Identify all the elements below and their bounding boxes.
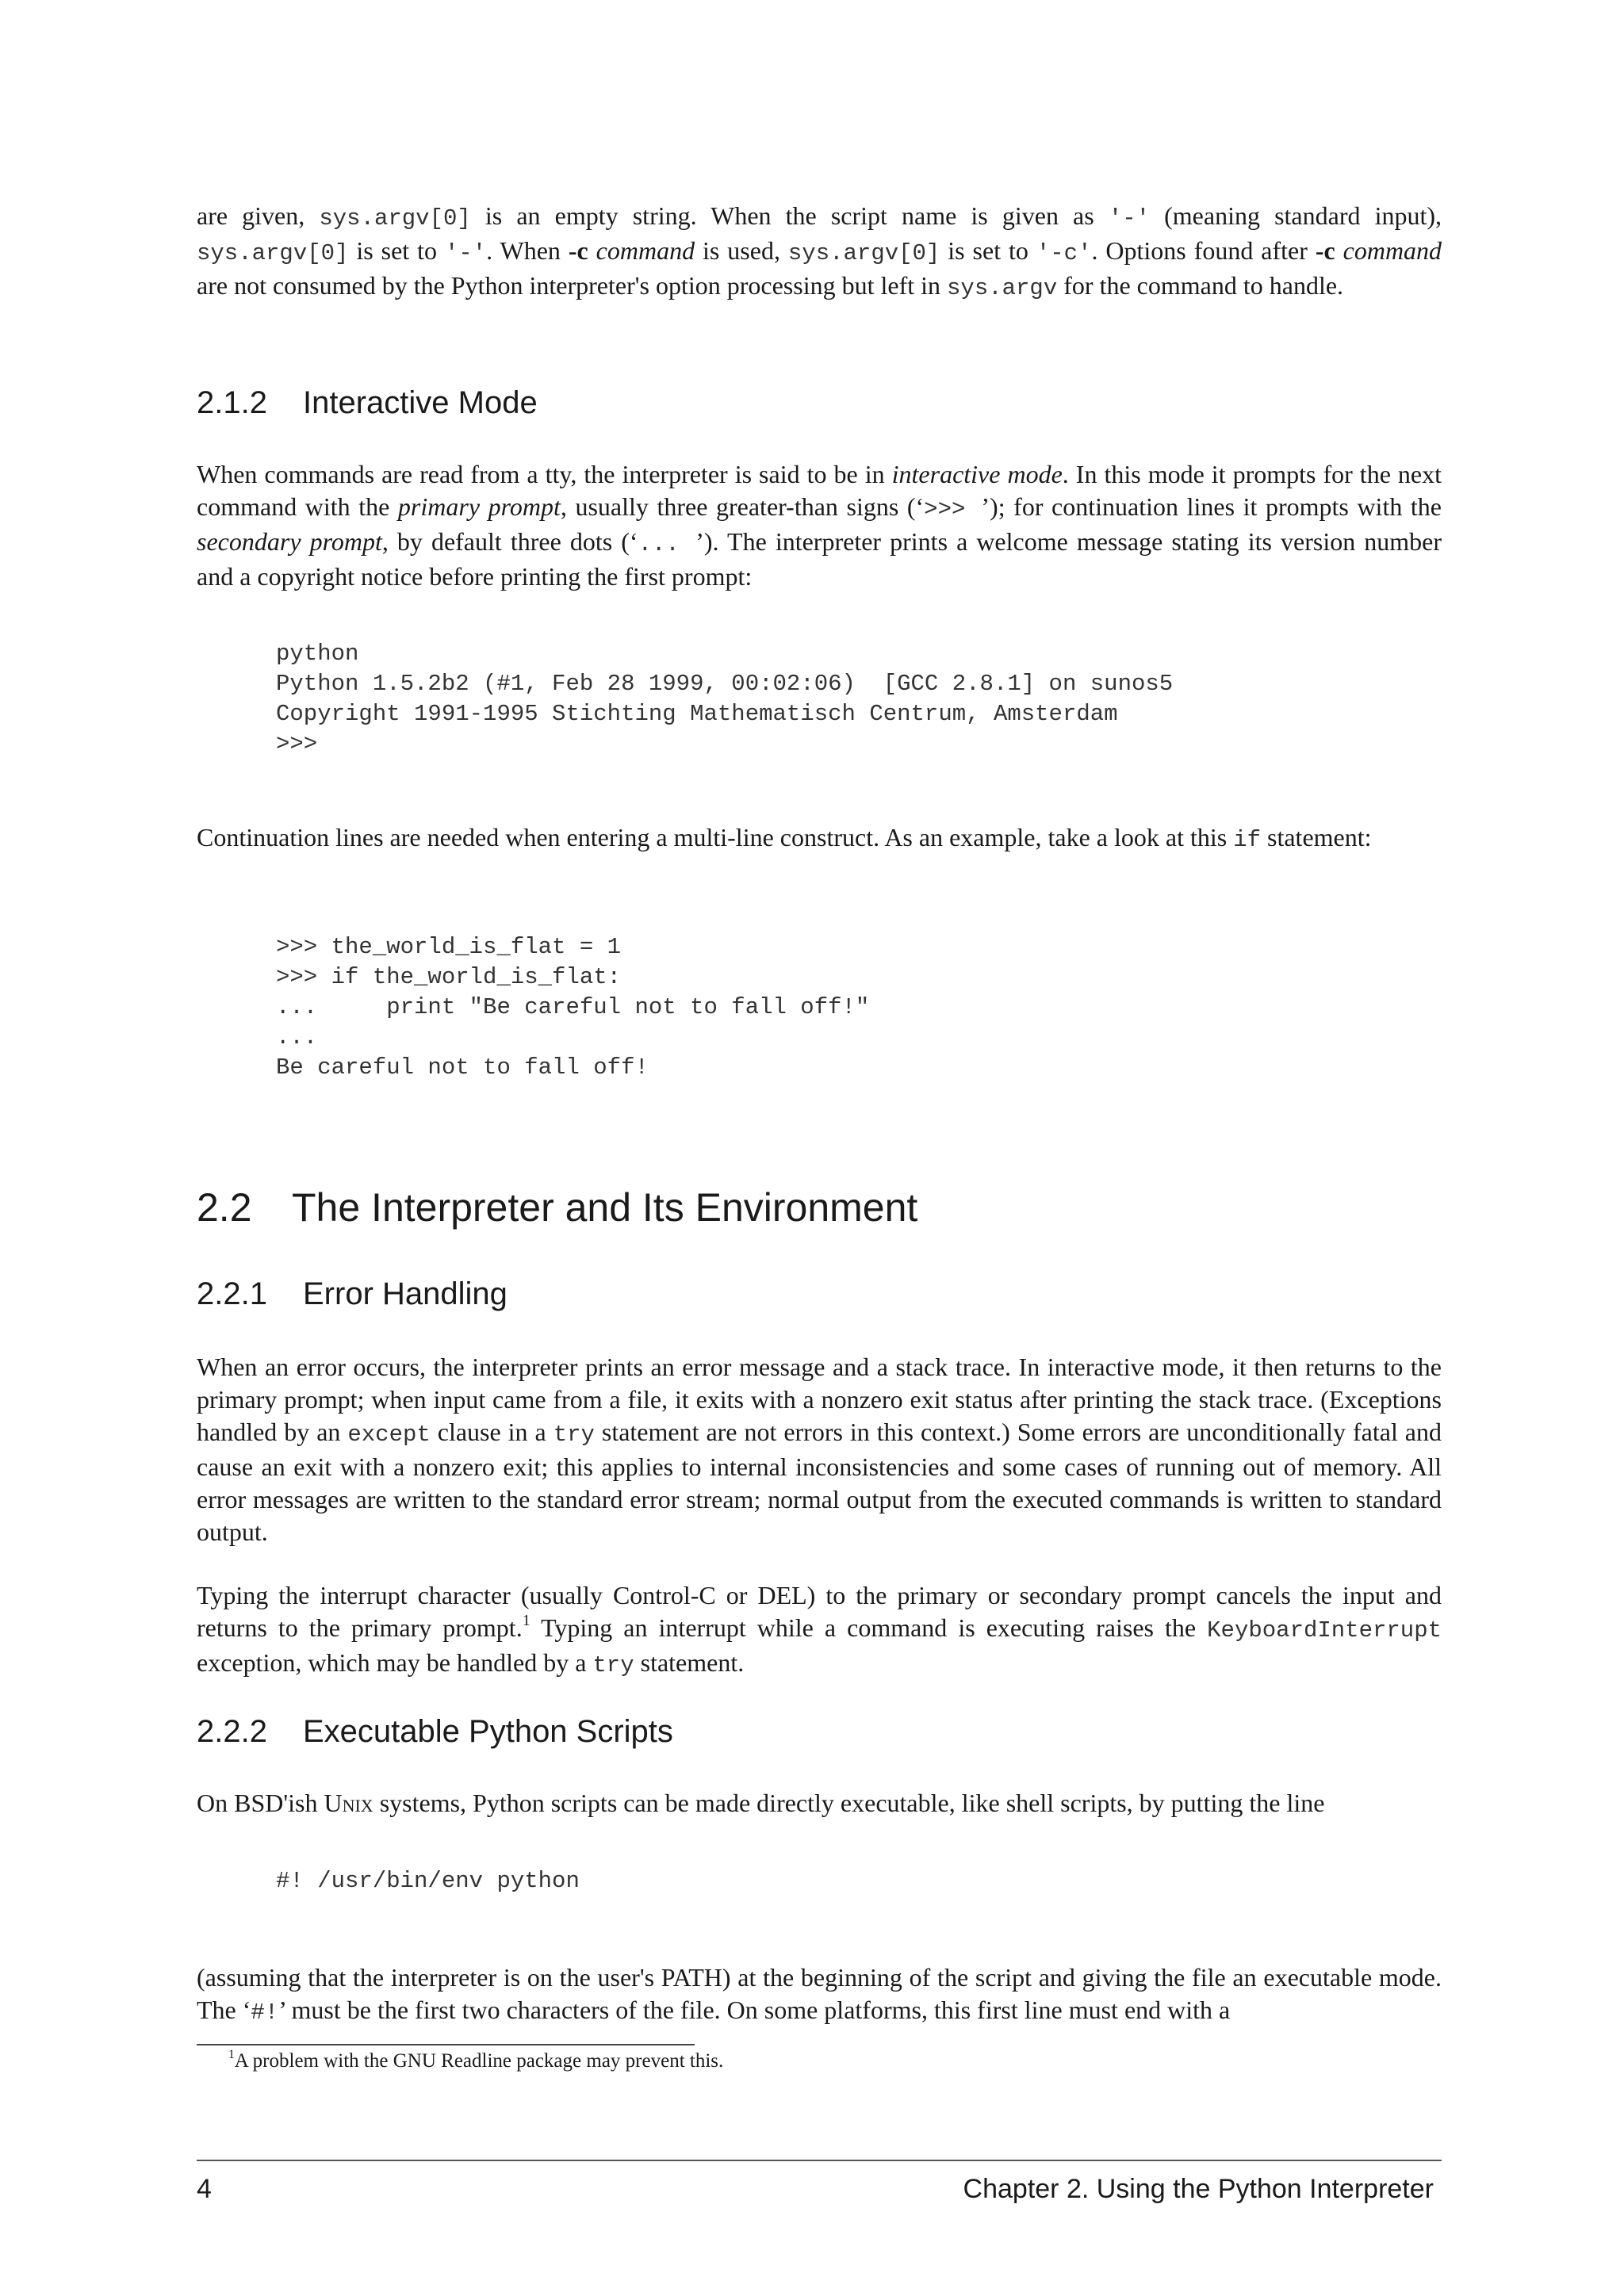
section-heading-executable-scripts: 2.2.2 Executable Python Scripts <box>197 1714 673 1749</box>
paragraph-continuation: Continuation lines are needed when entering a multi-line construct. As an example, take a look at this if statement: <box>197 823 1372 853</box>
document-page <box>197 0 1442 2296</box>
footer-rule <box>197 2160 1442 2161</box>
footnote: $^1$A problem with the GNU Readline package may prevent this. <box>228 2048 724 2072</box>
paragraph-error-handling: When an error occurs, the interpreter prints an error message and a stack trace. In interactive mode, it then returns to the primary prompt; when input came from a file, it exits with a nonzero exit status after printing the stack trace. (Exceptions handled by an except clause in a try statement are not errors in this context.) Some errors are unconditionally fatal and cause an exit with a nonzero exit; this applies to internal inconsistencies and some cases of running out of memory. All error messages are written to the standard error stream; normal output from the executed commands is written to standard output. <box>197 1353 1442 1546</box>
code-block-flat-world: >>> the_world_is_flat = 1 >>> if the_world_is_flat: ... print "Be careful not to fall off!" ... Be careful not to fall off! <box>276 934 870 1081</box>
section-heading-interpreter-environment: 2.2 The Interpreter and Its Environment <box>197 1185 918 1230</box>
paragraph-path: (assuming that the interpreter is on the user's PATH) at the beginning of the script and giving the file an executable mode. The ‘#!’ must be the first two characters of the file. On some platforms, this first line must end with a <box>197 1963 1442 2026</box>
code-block-welcome: python Python 1.5.2b2 (#1, Feb 28 1999, 00:02:06) [GCC 2.8.1] on sunos5 Copyright 1991-1995 Stichting Mathematisch Centrum, Amsterdam >>> <box>276 641 1174 757</box>
running-head: Chapter 2. Using the Python Interpreter <box>963 2174 1434 2204</box>
paragraph-bsd-unix: On BSD'ish Unix systems, Python scripts can be made directly executable, like shell scripts, by putting the line <box>197 1789 1325 1817</box>
section-heading-interactive-mode: 2.1.2 Interactive Mode <box>197 385 538 420</box>
footnote-rule <box>197 2044 695 2045</box>
section-heading-error-handling: 2.2.1 Error Handling <box>197 1276 508 1311</box>
code-block-shebang: #! /usr/bin/env python <box>276 1868 580 1894</box>
paragraph-argv: are given, sys.argv[0] is an empty string. When the script name is given as '-' (meaning standard input), sys.argv[0] is set to '-'. When -c command is used, sys.argv[0] is set to '-c'. Options found after -c command are not consumed by the Python interpreter's option processing but left in sys.argv for the command to handle. <box>197 201 1442 301</box>
paragraph-interrupt: Typing the interrupt character (usually Control-C or DEL) to the primary or secondary prompt cancels the input and returns to the primary prompt.$^1$ Typing an interrupt while a command is executing raises the KeyboardInterrupt exception, which may be handled by a try statement. <box>197 1581 1442 1678</box>
page-number: 4 <box>197 2174 212 2204</box>
paragraph-interactive-mode: When commands are read from a tty, the interpreter is said to be in interactive mode. In this mode it prompts for the next command with the primary prompt, usually three greater-than signs (‘>>> ’); for continuation lines it prompts with the secondary prompt, by default three dots (‘... ’). The interpreter prints a welcome message stating its version number and a copyright notice before printing the first prompt: <box>197 460 1442 591</box>
